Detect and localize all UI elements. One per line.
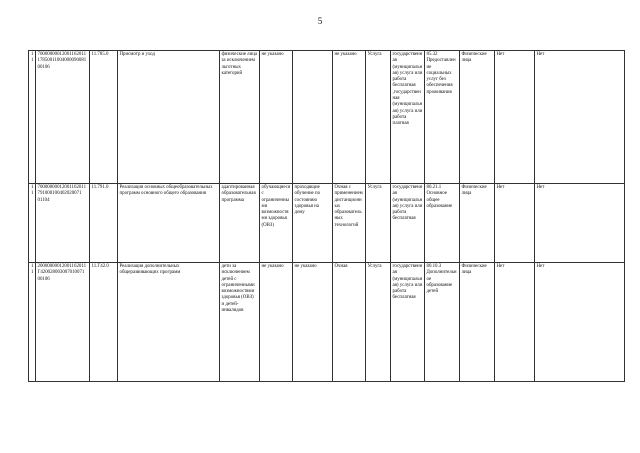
classifier-code-cell: 11.Г42.0 <box>90 263 118 382</box>
registry-code-cell: 700000000120011620111785001100400009008100106 <box>36 51 90 184</box>
flag-1-cell: Нет <box>495 263 535 382</box>
service-name-cell: Присмотр и уход <box>118 51 220 184</box>
service-name-cell: Реализация основных общеобразовательных программ основного общего образования <box>118 184 220 263</box>
type-cell: Услуга <box>366 51 391 184</box>
consumers-cell: Физические лица <box>460 184 495 263</box>
table-row <box>29 263 625 382</box>
payment-cell: государственная (муниципальная) услуга или работа бесплатная ,государственная (муниципальная) услуга или работа платная <box>391 51 425 184</box>
okved-cell: 85.32 Предоставление социальных услуг без обеспечения проживания <box>425 51 460 184</box>
registry-code-cell: 70000000012001162011791000100402020071 01104 <box>36 184 90 263</box>
condition-2-cell: не указано <box>293 263 333 382</box>
condition-2-cell: проходящие обучение по состоянию здоровья на дому <box>293 184 333 263</box>
registry-code-cell: 20000000012001162011Г420028003007010071 00106 <box>36 263 90 382</box>
classifier-code-cell: 11.791.0 <box>90 184 118 263</box>
services-registry-table <box>28 50 625 382</box>
service-name-cell: Реализация дополнительных общеразвивающих программ <box>118 263 220 382</box>
condition-1-cell: не указано <box>260 51 293 184</box>
okved-cell: 80.10.3 Дополнительное образование детей <box>425 263 460 382</box>
delivery-form-cell: Очная с применением дистанционных образовательных технологий <box>333 184 366 263</box>
consumer-category-cell: физические лица за исключением льготных категорий <box>220 51 260 184</box>
consumer-category-cell: адаптированная образовательная программа <box>220 184 260 263</box>
classifier-code-cell: 11.785.0 <box>90 51 118 184</box>
type-cell: Услуга <box>366 184 391 263</box>
row-number-cell: 11 <box>29 263 36 382</box>
flag-1-cell: Нет <box>495 184 535 263</box>
table-row <box>29 184 625 263</box>
consumers-cell: Физические лица <box>460 51 495 184</box>
consumers-cell: Физические лица <box>460 263 495 382</box>
row-number-cell: 11 <box>29 51 36 184</box>
condition-1-cell: обучающиеся с ограниченными возможностями здоровья (ОВЗ) <box>260 184 293 263</box>
payment-cell: государственная (муниципальная) услуга или работа бесплатная <box>391 184 425 263</box>
flag-2-cell: Нет <box>535 184 625 263</box>
delivery-form-cell: Очная <box>333 263 366 382</box>
condition-2-cell <box>293 51 333 184</box>
flag-2-cell: Нет <box>535 51 625 184</box>
type-cell: Услуга <box>366 263 391 382</box>
okved-cell: 80.21.1 Основное общее образование <box>425 184 460 263</box>
condition-1-cell: не указано <box>260 263 293 382</box>
delivery-form-cell: не указано <box>333 51 366 184</box>
row-number-cell: 11 <box>29 184 36 263</box>
payment-cell: государственная (муниципальная) услуга или работа бесплатная <box>391 263 425 382</box>
consumer-category-cell: дети за исключением детей с ограниченными возможностями здоровья (ОВЗ) и детей-инвалидов <box>220 263 260 382</box>
flag-1-cell: Нет <box>495 51 535 184</box>
page-number: 5 <box>317 16 323 26</box>
table-row <box>29 51 625 184</box>
flag-2-cell: Нет <box>535 263 625 382</box>
